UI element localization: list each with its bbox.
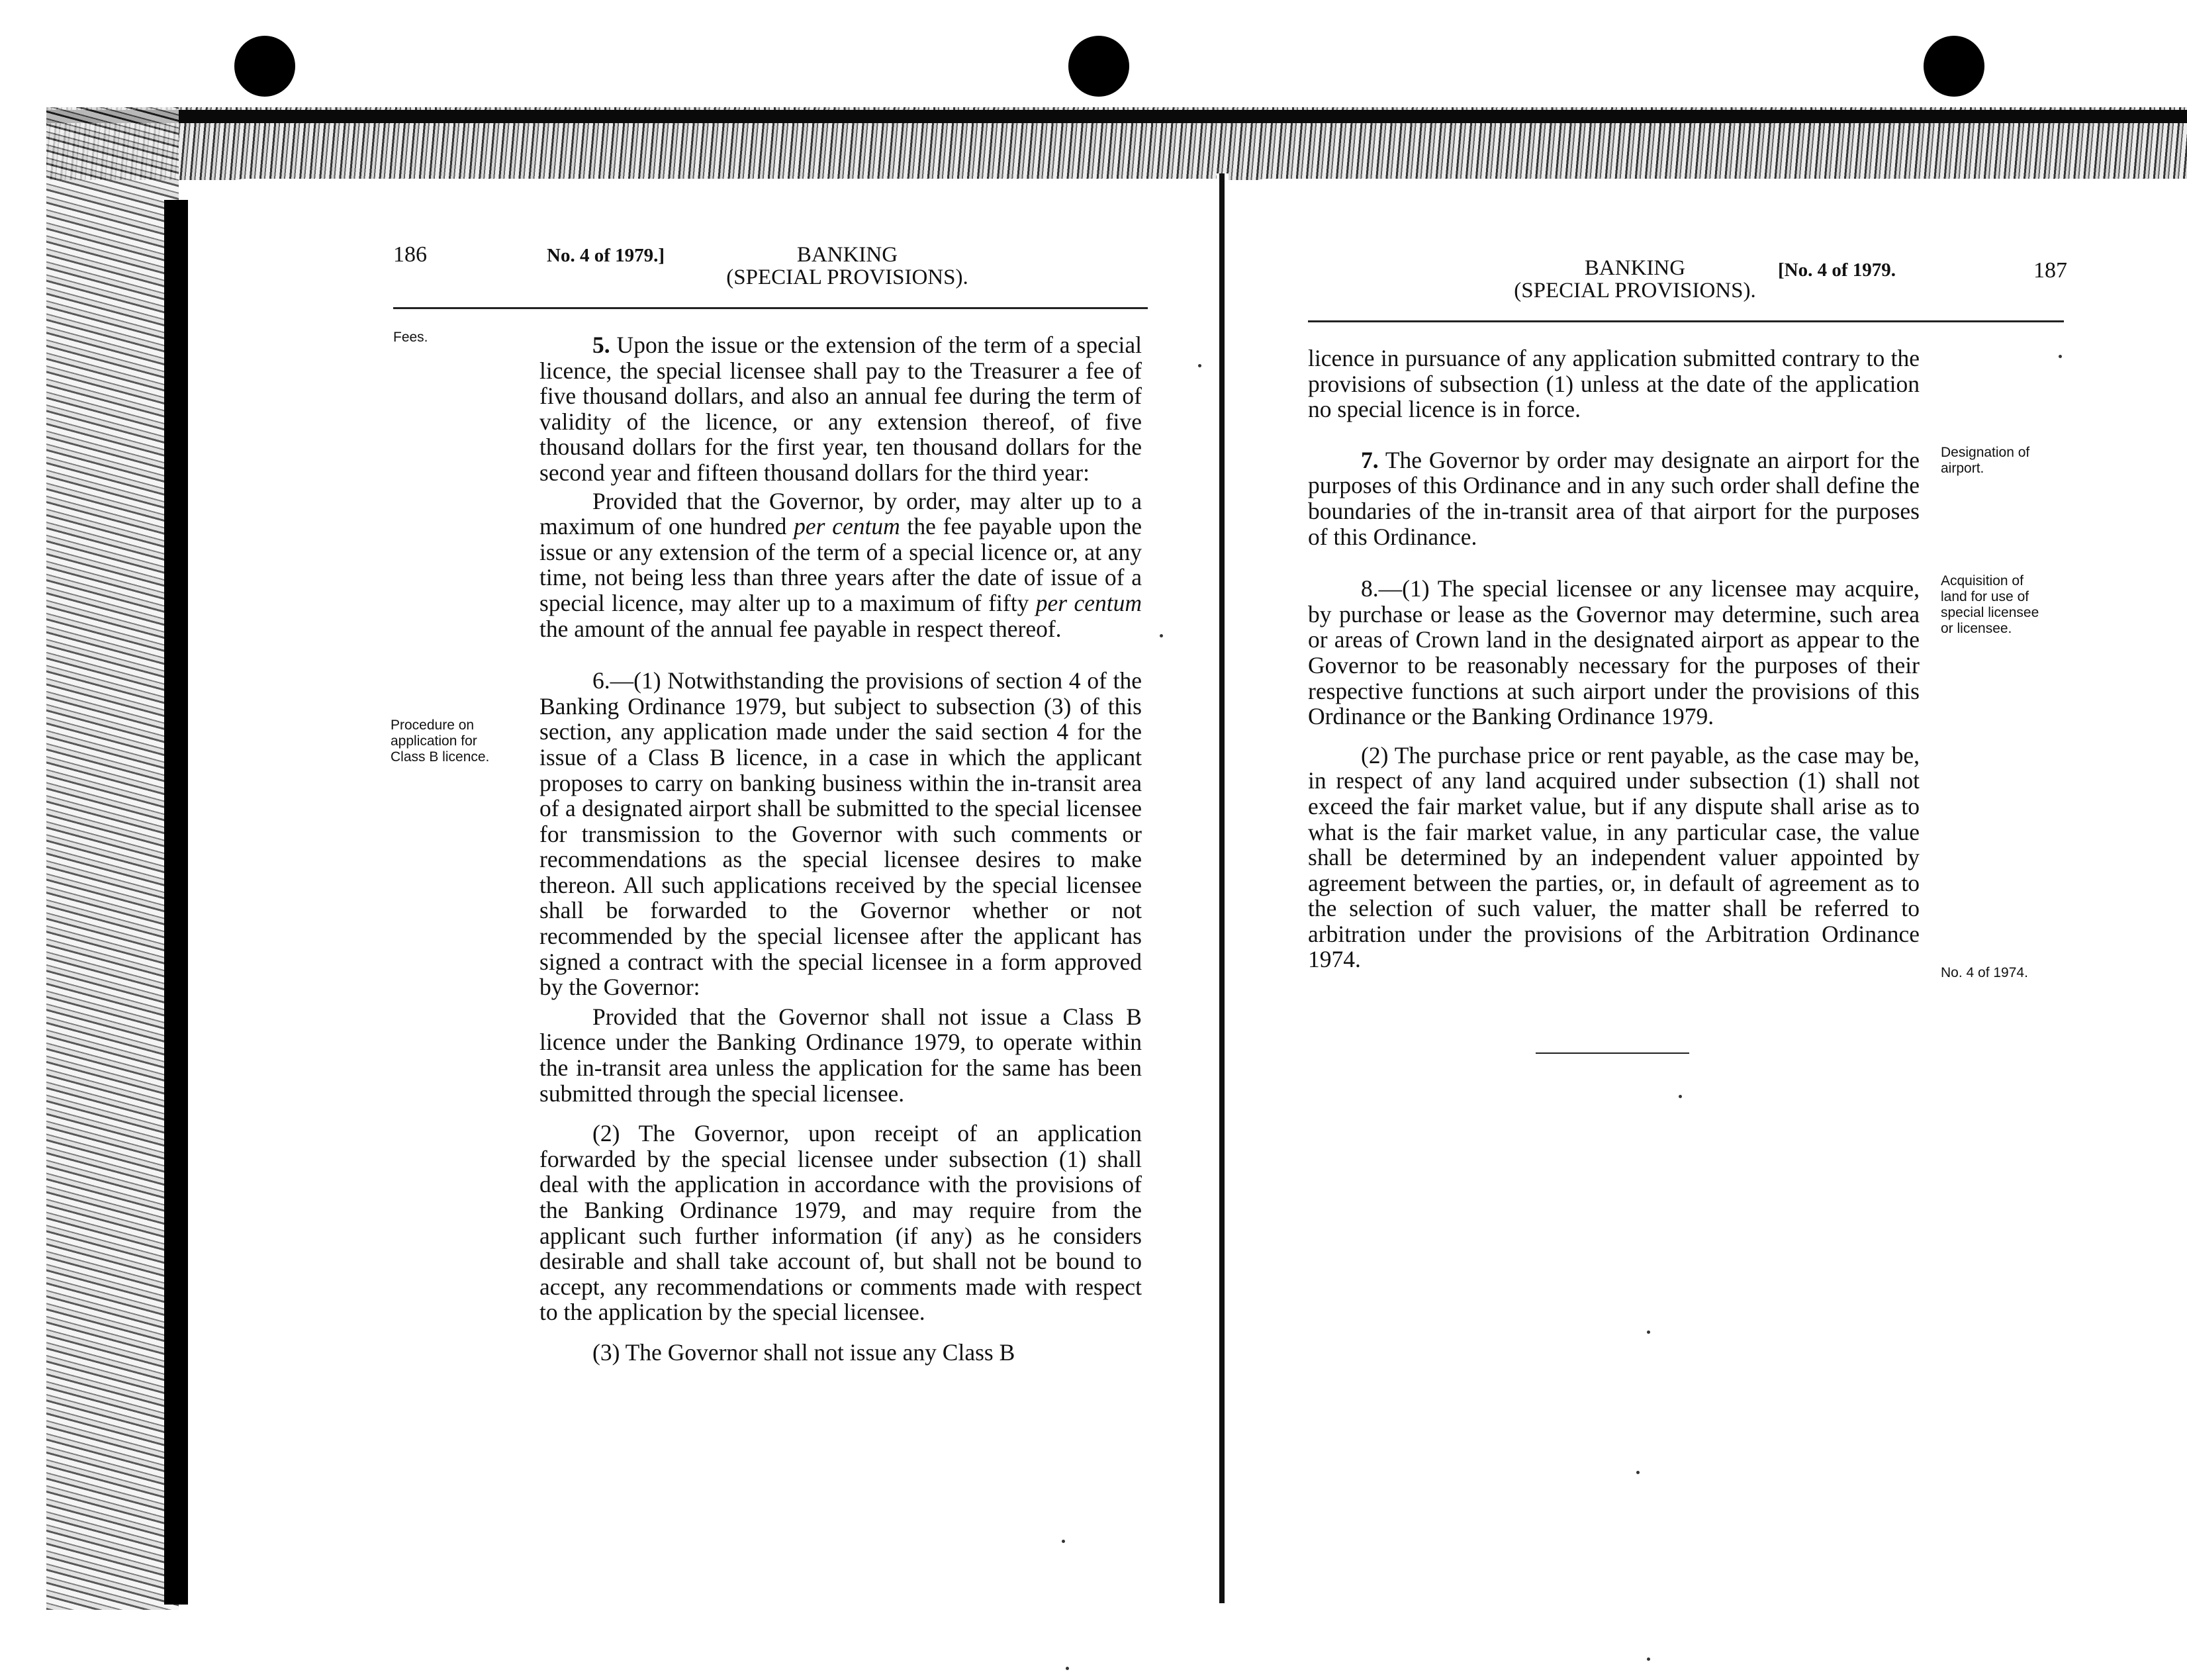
- margin-note-acquisition: [1941, 573, 2086, 637]
- section-7: [1308, 447, 1920, 549]
- left-running-head-title: BANKING: [796, 243, 898, 267]
- section-6-3-continuation: licence in pursuance of any application submitted contrary to the provisions of subsection (1) unless at the date of the application no special licence is in force.: [1308, 345, 1920, 423]
- left-header-rule: [393, 307, 1148, 309]
- punch-hole-right: [1924, 36, 1984, 97]
- scan-speck: [1198, 364, 1201, 367]
- section-8-2: (2) The purchase price or rent payable, as the case may be, in respect of any land acquired under subsection (1) shall not exceed the fair market value, but if any dispute shall arise as to what is the fair market value, in any particular case, the value shall be determined by an independent valuer appointed by agreement between the parties, or, in default of agreement as to the selection of such valuer, the matter shall be referred to arbitration under the provisions of the Arbitration Ordinance 1974.: [1308, 741, 1920, 973]
- left-body-text: [539, 332, 1142, 1366]
- left-page-number: 186: [393, 242, 427, 267]
- section-6-1: 6.—(1) Notwithstanding the provisions of section 4 of the Banking Ordinance 1979, but subject to subsection (3) of this section, any application made under the said section 4 for the issue of a Class B licence, in a case in which the applicant proposes to carry on banking business within the in-transit area of a designated airport shall be submitted to the special licensee for transmission to the Governor with such comments or recommendations as the special licensee desires to make thereon. All such applications received by the special licensee shall be forwarded to the Governor whether or not recommended by the special licensee after the applicant has signed a contract with the special licensee in a form approved by the Governor:: [539, 667, 1142, 1001]
- scan-edge-left: [46, 107, 179, 1610]
- scan-speck: [1066, 1667, 1069, 1670]
- section-5-proviso-text: Provided that the Governor, by order, may alter up to a maximum of one hundred: [539, 487, 1142, 540]
- per-centum-italic: per centum: [1035, 589, 1142, 616]
- margin-note-acquisition-line: Acquisition of: [1941, 573, 2024, 588]
- right-page-number: 187: [2033, 258, 2067, 283]
- margin-note-ordinance-1974: No. 4 of 1974.: [1941, 965, 2028, 980]
- per-centum-italic: per centum: [794, 513, 900, 540]
- end-rule: [1536, 1052, 1689, 1054]
- scan-speck: [1647, 1657, 1650, 1661]
- section-6-proviso: Provided that the Governor shall not issue a Class B licence under the Banking Ordinance 1979, to operate within the in-transit area unless the application for the same has been submitted through the special licensee.: [539, 1003, 1142, 1107]
- margin-note-acquisition-line: land for use of: [1941, 589, 2029, 604]
- right-body-text: [1308, 346, 1920, 972]
- section-6-3: (3) The Governor shall not issue any Class B: [592, 1338, 1015, 1366]
- scan-speck: [1636, 1471, 1640, 1474]
- right-running-head-title: BANKING: [1584, 256, 1686, 280]
- left-running-head-subtitle: (SPECIAL PROVISIONS).: [726, 265, 968, 289]
- section-6-2: (2) The Governor, upon receipt of an application forwarded by the special licensee under subsection (1) shall deal with the application in accordance with the provisions of the Banking Ordinance 1979, and may require from the applicant such further information (if any) as he considers desirable and shall take account of, but shall not be bound to accept, any recommendations or comments made with respect to the application by the special licensee.: [539, 1120, 1142, 1326]
- right-header-rule: [1308, 320, 2064, 322]
- margin-note-fees: Fees.: [393, 330, 428, 345]
- binding-shadow-left: [164, 200, 188, 1605]
- right-header-ordinance-ref: [No. 4 of 1979.: [1778, 259, 1896, 281]
- scan-speck: [1679, 1095, 1682, 1098]
- margin-note-procedure: [391, 718, 523, 765]
- scan-edge-top-line: [46, 110, 2187, 123]
- margin-note-acquisition-line: special licensee: [1941, 605, 2039, 620]
- punch-hole-center: [1068, 36, 1129, 97]
- left-running-head: [688, 244, 1006, 289]
- left-header-ordinance-ref: No. 4 of 1979.]: [547, 245, 665, 266]
- section-5-proviso: [539, 489, 1142, 642]
- section-5-proviso-text: the amount of the annual fee payable in respect thereof.: [539, 615, 1062, 642]
- section-5: [539, 332, 1142, 486]
- scan-speck: [1160, 634, 1163, 637]
- margin-note-procedure-line: application for: [391, 733, 477, 749]
- margin-note-procedure-line: Class B licence.: [391, 749, 490, 765]
- margin-note-acquisition-line: or licensee.: [1941, 621, 2012, 636]
- right-running-head-subtitle: (SPECIAL PROVISIONS).: [1514, 279, 1756, 303]
- section-5-number: 5.: [592, 332, 610, 358]
- section-7-number: 7.: [1361, 446, 1379, 473]
- section-5-proviso-text: the fee payable upon the issue or any extension of the term of a special licence or, at any time, not being less than three years after the date of issue of a special licence, may alter up to a maximum of fifty: [539, 513, 1142, 616]
- scan-speck: [2059, 355, 2062, 358]
- right-running-head: [1476, 257, 1794, 302]
- margin-note-procedure-line: Procedure on: [391, 718, 475, 733]
- book-gutter: [1217, 173, 1229, 1603]
- scan-speck: [1647, 1330, 1650, 1334]
- section-5-text: Upon the issue or the extension of the term of a special licence, the special licensee shall pay to the Treasurer a fee of five thousand dollars, and also an annual fee during the term of validity of the licence, or any extension thereof, of five thousand dollars for the first year, ten thousand dollars for the second year and fifteen thousand dollars for the third year:: [539, 332, 1142, 486]
- punch-hole-left: [234, 36, 295, 97]
- scan-speck: [1062, 1540, 1065, 1543]
- section-8-1: 8.—(1) The special licensee or any licensee may acquire, by purchase or lease as the Governor may determine, such area or areas of Crown land in the designated airport as appear to the Governor to be reasonably necessary for the purposes of their respective functions at such airport under the provisions of this Ordinance or the Banking Ordinance 1979.: [1308, 575, 1920, 730]
- margin-note-designation-line: airport.: [1941, 461, 1984, 476]
- margin-note-designation: [1941, 445, 2086, 477]
- section-7-text: The Governor by order may designate an airport for the purposes of this Ordinance and in any such order shall define the boundaries of the in-transit area of that airport for the purposes of this Ordinance.: [1308, 446, 1920, 550]
- margin-note-designation-line: Designation of: [1941, 445, 2030, 460]
